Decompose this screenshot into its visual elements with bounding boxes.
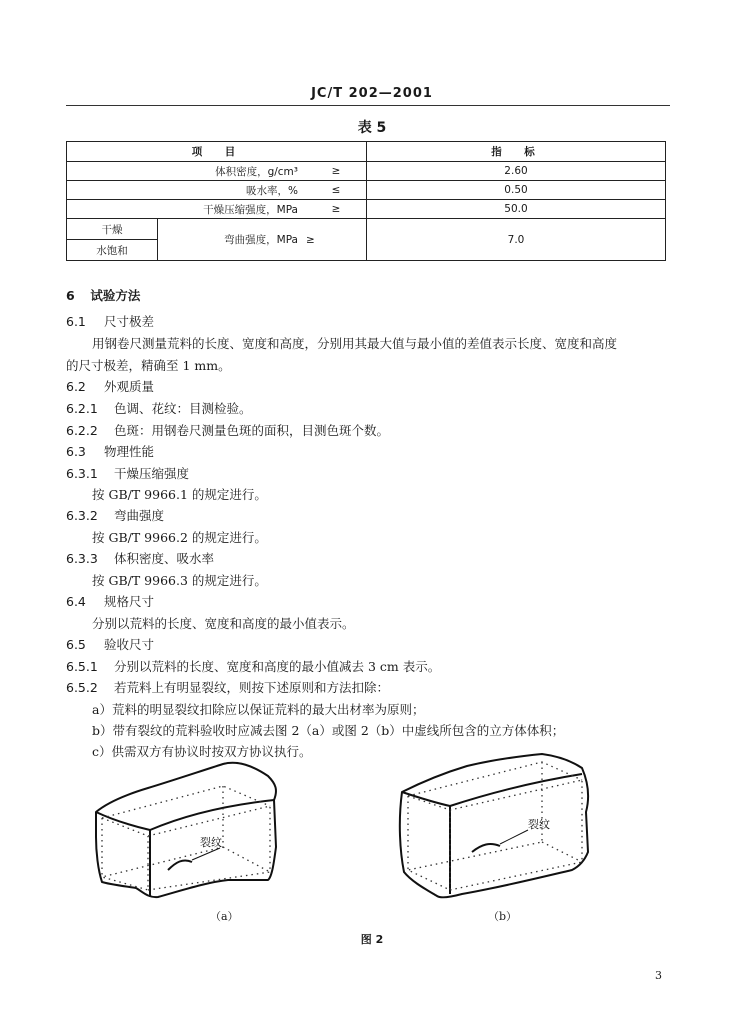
crack-line	[472, 844, 500, 852]
spec-table	[66, 141, 666, 261]
section-6-3-3	[66, 551, 214, 567]
section-title: 弯曲强度	[113, 508, 164, 523]
section-6-2-1	[66, 401, 252, 417]
paragraph: 的尺寸极差，精确至 1 mm。	[66, 358, 231, 373]
block-edge	[150, 800, 274, 830]
dashed-box	[408, 780, 582, 810]
section-title: 规格尺寸	[103, 594, 154, 609]
dashed-box	[450, 780, 582, 890]
section-6-5-2	[66, 680, 389, 696]
section-number: 6.5.1	[66, 659, 98, 674]
dashed-box	[542, 842, 582, 862]
section-6-3-1	[66, 466, 189, 482]
section-number: 6.2	[66, 379, 86, 394]
section-6-4	[66, 594, 154, 610]
section-number: 6.2.2	[66, 423, 98, 438]
section-number: 6.3.2	[66, 508, 98, 523]
row-sym: ≤	[306, 181, 367, 200]
list-item-c: c）供需双方有协议时按双方协议执行。	[92, 744, 312, 759]
section-title: 验收尺寸	[103, 637, 154, 652]
section-title: 色斑：用钢卷尺测量色斑的面积，目测色斑个数。	[113, 423, 389, 438]
table-caption: 表 5	[357, 120, 387, 136]
paragraph: 按 GB/T 9966.3 的规定进行。	[92, 573, 267, 588]
section-6-2-2	[66, 423, 389, 439]
paragraph: 分别以荒料的长度、宽度和高度的最小值表示。	[92, 616, 355, 631]
row-sym: ≥	[306, 162, 367, 181]
section-title: 色调、花纹：目测检验。	[113, 401, 252, 416]
paragraph: 按 GB/T 9966.2 的规定进行。	[92, 530, 267, 545]
section-number: 6.1	[66, 314, 86, 329]
cond-wet: 水饱和	[67, 240, 158, 261]
bend-value: 7.0	[367, 219, 666, 261]
section-title: 分别以荒料的长度、宽度和高度的最小值减去 3 cm 表示。	[113, 659, 441, 674]
section-title: 尺寸极差	[103, 314, 154, 329]
section-number: 6.3	[66, 444, 86, 459]
section-6-3	[66, 444, 154, 460]
dashed-box	[102, 806, 270, 836]
crack-label: 裂纹	[200, 836, 222, 849]
paragraph: 按 GB/T 9966.1 的规定进行。	[92, 487, 267, 502]
cond-dry: 干燥	[67, 219, 158, 240]
header-index: 指 标	[367, 142, 666, 162]
section-title: 物理性能	[103, 444, 154, 459]
section-6-5	[66, 637, 154, 653]
document-header: JC/T 202—2001	[311, 86, 433, 101]
section-title: 干燥压缩强度	[113, 466, 189, 481]
table-row	[67, 219, 666, 240]
row-name: 干燥压缩强度，MPa	[67, 200, 307, 219]
list-item-a: a）荒料的明显裂纹扣除应以保证荒料的最大出材率为原则；	[92, 702, 425, 717]
row-value: 50.0	[367, 200, 666, 219]
table-row	[67, 181, 666, 200]
section-6-3-2	[66, 508, 164, 524]
crack-label: 裂纹	[528, 818, 550, 831]
section-number: 6	[66, 288, 75, 303]
dashed-box	[223, 847, 270, 872]
figure-2b	[392, 752, 602, 902]
bend-sym: ≥	[306, 219, 367, 261]
dashed-box	[408, 762, 542, 870]
section-number: 6.3.1	[66, 466, 98, 481]
bend-name: 弯曲强度，MPa	[158, 219, 307, 261]
row-name: 吸水率，%	[67, 181, 307, 200]
dashed-box	[102, 786, 223, 877]
dashed-box	[102, 786, 270, 818]
header-divider	[66, 105, 670, 106]
table-row	[67, 162, 666, 181]
section-title: 试验方法	[90, 288, 141, 303]
section-title: 若荒料上有明显裂纹，则按下述原则和方法扣除：	[113, 680, 389, 695]
row-value: 2.60	[367, 162, 666, 181]
section-number: 6.4	[66, 594, 86, 609]
table-header-row	[67, 142, 666, 162]
section-number: 6.5.2	[66, 680, 98, 695]
section-6-2	[66, 379, 154, 395]
section-title: 体积密度、吸水率	[113, 551, 214, 566]
section-6-1	[66, 314, 154, 330]
section-number: 6.2.1	[66, 401, 98, 416]
paragraph: 用钢卷尺测量荒料的长度、宽度和高度，分别用其最大值与最小值的差值表示长度、宽度和高度	[92, 336, 618, 351]
header-item: 项 目	[67, 142, 367, 162]
row-value: 0.50	[367, 181, 666, 200]
row-name: 体积密度，g/cm³	[67, 162, 307, 181]
page-number: 3	[655, 969, 662, 982]
figure-caption-b: （b）	[488, 910, 518, 923]
section-title: 外观质量	[103, 379, 154, 394]
figure-caption-a: （a）	[210, 910, 239, 923]
block-outline	[96, 763, 276, 897]
leader-line	[500, 830, 528, 844]
block-outline	[400, 754, 588, 897]
row-sym: ≥	[306, 200, 367, 219]
list-item-b: b）带有裂纹的荒料验收时应减去图 2（a）或图 2（b）中虚线所包含的立方体体积；	[92, 723, 565, 738]
section-number: 6.5	[66, 637, 86, 652]
figure-title: 图 2	[360, 933, 384, 946]
table-row	[67, 200, 666, 219]
dashed-box	[408, 796, 450, 890]
section-6	[66, 288, 140, 304]
block-edge	[96, 812, 150, 897]
block-edge	[450, 774, 582, 806]
section-number: 6.3.3	[66, 551, 98, 566]
section-6-5-1	[66, 659, 440, 675]
figure-2a	[88, 752, 288, 902]
crack-line	[168, 860, 192, 870]
